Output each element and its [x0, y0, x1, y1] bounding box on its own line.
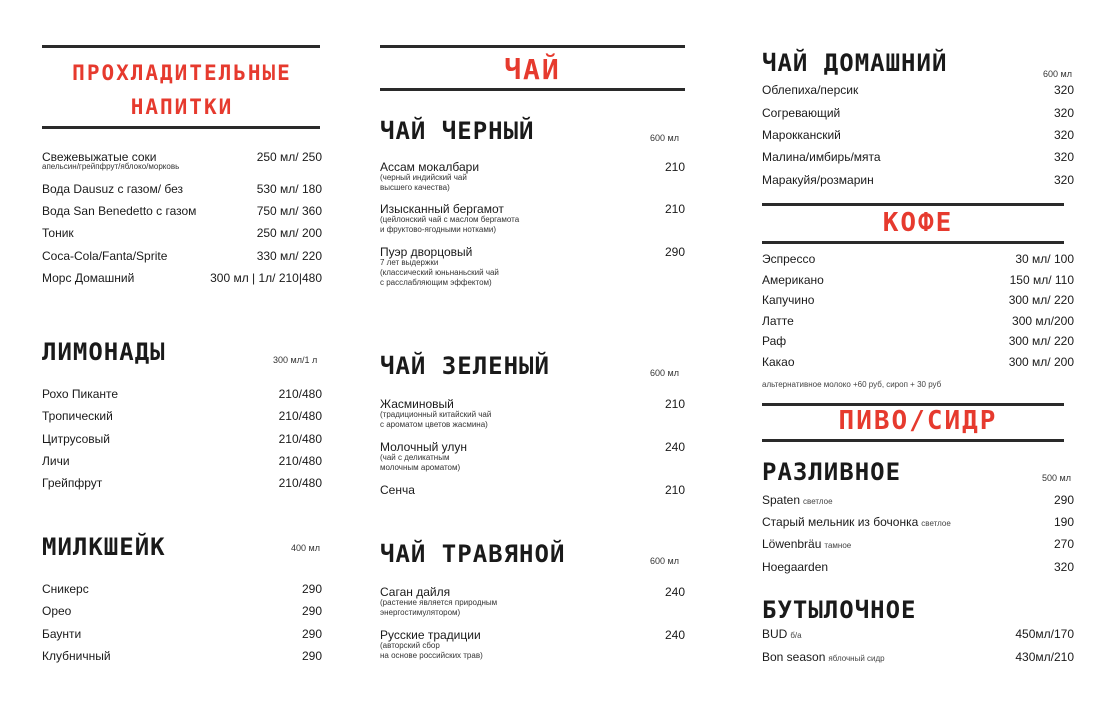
item-price: 190 [1053, 515, 1074, 529]
item-name: Spaten светлое [762, 493, 833, 507]
divider [762, 241, 1064, 244]
item-price: 270 [1053, 537, 1074, 551]
item-name: Эспрессо [762, 252, 816, 266]
divider [380, 88, 685, 91]
divider [380, 45, 685, 48]
item-name: Баунти [42, 627, 82, 641]
divider [42, 126, 320, 129]
item-price: 240 [664, 440, 685, 454]
item-price: 240 [664, 585, 685, 599]
divider [42, 45, 320, 48]
item-name: Bon season яблочный сидр [762, 650, 885, 664]
draft-beer-volume: 500 мл [1042, 473, 1071, 483]
item-description: апельсин/грейпфрут/яблоко/морковь [42, 162, 180, 171]
lemonades-volume: 300 мл/1 л [273, 355, 318, 365]
item-description: с ароматом цветов жасмина) [380, 420, 488, 429]
divider [762, 439, 1064, 442]
item-description: молочным ароматом) [380, 463, 461, 472]
divider [762, 203, 1064, 206]
item-name: Орео [42, 604, 72, 618]
item-price: 320 [1053, 560, 1074, 574]
item-note: тамное [824, 541, 852, 550]
item-name: Вода San Benedetto с газом [42, 204, 197, 218]
item-price: 750 мл/ 360 [256, 204, 322, 218]
item-price: 290 [664, 245, 685, 259]
item-name: Маракуйя/розмарин [762, 173, 874, 187]
item-price: 450мл/170 [1015, 627, 1074, 641]
item-name: Американо [762, 273, 824, 287]
item-price: 150 мл/ 110 [1009, 273, 1074, 287]
item-price: 240 [664, 628, 685, 642]
item-description: (цейлонский чай с маслом бергамота [380, 215, 520, 224]
item-price: 30 мл/ 100 [1015, 252, 1074, 266]
black-tea-volume: 600 мл [650, 133, 679, 143]
item-name: Тропический [42, 409, 113, 423]
item-name: Облепиха/персик [762, 83, 859, 97]
draft-beer-title: РАЗЛИВНОЕ [762, 458, 902, 486]
item-name: Coca-Cola/Fanta/Sprite [42, 249, 168, 263]
item-price: 210 [664, 160, 685, 174]
item-price: 290 [301, 604, 322, 618]
item-name: Вода Dausuz с газом/ без [42, 182, 184, 196]
item-price: 210/480 [278, 432, 322, 446]
item-name: Раф [762, 334, 787, 348]
item-note: светлое [921, 519, 951, 528]
bottled-beer-title: БУТЫЛОЧНОЕ [762, 596, 917, 624]
item-name: Старый мельник из бочонка светлое [762, 515, 951, 529]
item-price: 300 мл | 1л/ 210|480 [210, 271, 322, 285]
item-name: Ассам мокалбари [380, 160, 480, 174]
item-description: (растение является природным [380, 598, 498, 607]
item-price: 210/480 [278, 476, 322, 490]
item-price: 300 мл/ 220 [1008, 334, 1074, 348]
item-name: Hoegaarden [762, 560, 829, 574]
item-name: Жасминовый [380, 397, 454, 411]
tea-title: ЧАЙ [504, 53, 561, 86]
item-description: (авторский сбор [380, 641, 440, 650]
item-price: 530 мл/ 180 [256, 182, 322, 196]
item-price: 330 мл/ 220 [256, 249, 322, 263]
item-price: 290 [301, 582, 322, 596]
item-price: 210 [664, 483, 685, 497]
item-name: Цитрусовый [42, 432, 110, 446]
item-name: Морс Домашний [42, 271, 135, 285]
item-note: светлое [803, 497, 833, 506]
item-price: 250 мл/ 250 [256, 150, 322, 164]
item-name: Рохо Пиканте [42, 387, 119, 401]
item-name: BUD б/а [762, 627, 802, 641]
item-price: 430мл/210 [1015, 650, 1074, 664]
item-price: 210 [664, 202, 685, 216]
item-name: Согревающий [762, 106, 841, 120]
item-name: Свежевыжатые соки [42, 150, 157, 164]
lemonades-title: ЛИМОНАДЫ [42, 338, 166, 366]
item-description: с расслабляющим эффектом) [380, 278, 492, 287]
item-note: б/а [790, 631, 802, 640]
item-price: 250 мл/ 200 [256, 226, 322, 240]
soft-drinks-title-line1: ПРОХЛАДИТЕЛЬНЫЕ [72, 61, 292, 85]
item-name: Löwenbräu тамное [762, 537, 852, 551]
item-name: Изысканный бергамот [380, 202, 504, 216]
herbal-tea-volume: 600 мл [650, 556, 679, 566]
item-price: 320 [1053, 128, 1074, 142]
item-subtitle: 7 лет выдержки [380, 258, 439, 267]
item-name: Саган дайля [380, 585, 451, 599]
item-price: 290 [301, 649, 322, 663]
item-price: 320 [1053, 83, 1074, 97]
home-tea-volume: 600 мл [1043, 69, 1072, 79]
item-price: 320 [1053, 173, 1074, 187]
item-price: 320 [1053, 106, 1074, 120]
item-price: 290 [301, 627, 322, 641]
item-name: Сенча [380, 483, 415, 497]
item-name: Тоник [42, 226, 74, 240]
coffee-title: КОФЕ [882, 208, 954, 238]
item-name: Личи [42, 454, 70, 468]
home-tea-title: ЧАЙ ДОМАШНИЙ [762, 49, 948, 77]
item-description: на основе российских трав) [380, 651, 483, 660]
green-tea-title: ЧАЙ ЗЕЛЕНЫЙ [380, 352, 550, 380]
item-price: 290 [1053, 493, 1074, 507]
item-price: 210/480 [278, 454, 322, 468]
item-note: яблочный сидр [828, 654, 885, 663]
item-name: Грейпфрут [42, 476, 103, 490]
item-name: Русские традиции [380, 628, 481, 642]
milkshake-title: МИЛКШЕЙК [42, 533, 166, 561]
item-price: 210/480 [278, 387, 322, 401]
item-name: Марокканский [762, 128, 841, 142]
item-name: Капучино [762, 293, 815, 307]
item-name: Клубничный [42, 649, 111, 663]
milkshake-volume: 400 мл [291, 543, 320, 553]
item-description: высшего качества) [380, 183, 450, 192]
herbal-tea-title: ЧАЙ ТРАВЯНОЙ [380, 540, 566, 568]
item-description: и фруктово-ягодными нотками) [380, 225, 497, 234]
item-name: Сникерс [42, 582, 89, 596]
item-name: Молочный улун [380, 440, 467, 454]
item-price: 210/480 [278, 409, 322, 423]
item-name: Малина/имбирь/мята [762, 150, 881, 164]
item-price: 300 мл/ 200 [1008, 355, 1074, 369]
black-tea-title: ЧАЙ ЧЕРНЫЙ [380, 117, 535, 145]
item-name: Какао [762, 355, 795, 369]
item-price: 300 мл/ 220 [1008, 293, 1074, 307]
beer-title: ПИВО/СИДР [838, 406, 998, 436]
item-description: (классический юньнаньский чай [380, 268, 499, 277]
item-description: (черный индийский чай [380, 173, 467, 182]
coffee-note: альтернативное молоко +60 руб, сироп + 30 руб [762, 380, 942, 389]
item-description: (чай с деликатным [380, 453, 450, 462]
green-tea-volume: 600 мл [650, 368, 679, 378]
item-description: (традиционный китайский чай [380, 410, 492, 419]
item-price: 300 мл/200 [1012, 314, 1074, 328]
item-description: энергостимулятором) [380, 608, 461, 617]
item-name: Латте [762, 314, 794, 328]
item-name: Пуэр дворцовый [380, 245, 473, 259]
item-price: 320 [1053, 150, 1074, 164]
item-price: 210 [664, 397, 685, 411]
soft-drinks-title-line2: НАПИТКИ [130, 95, 234, 119]
